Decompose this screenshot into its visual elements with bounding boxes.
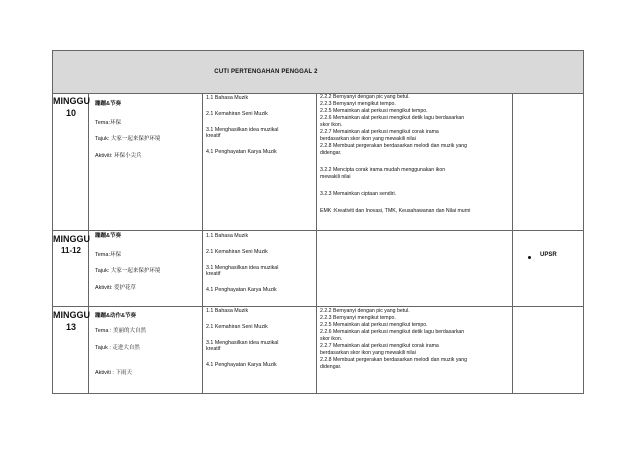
standard-item: kreatif <box>206 271 221 277</box>
standard-item: 4.1 Penghayatan Karya Muzik <box>206 362 277 368</box>
week-number: 13 <box>65 322 76 332</box>
learning-item: 2.2.8 Membuat pergerakan berdasarkan melodi dan muzik yang <box>320 143 468 149</box>
learning-item: berdasarkan skor ikon yang mewakili nilai <box>320 136 416 142</box>
learning-item: 2.2.6 Memainkan alat perkusi mengikut detik lagu berdasarkan <box>320 329 465 335</box>
learning-item: 2.2.3 Bernyanyi mengikut tempo. <box>320 315 396 321</box>
week-label: MINGGU <box>53 234 90 244</box>
emk-note: EMK :Kreativiti dan Inovasi, TMK, Keusahawanan dan Nilai murni <box>320 208 471 214</box>
standard-item: 2.1 Kemahiran Seni Muzik <box>206 324 268 330</box>
aktiviti-text: Aktiviti : 下雨天 <box>95 370 132 376</box>
week-label: MINGGU <box>53 310 90 320</box>
standard-item: kreatif <box>206 346 221 352</box>
learning-item: 2.2.2 Bernyanyi dengan pic yang betul. <box>320 94 410 100</box>
lesson-plan-table <box>52 50 584 394</box>
learning-item: 2.2.7 Memainkan alat perkusi mengikut corak irama <box>320 343 439 349</box>
tema-text: Tema:环保 <box>95 120 121 126</box>
aktiviti-text: Aktiviti: 环保小尖兵 <box>95 153 142 159</box>
learning-item: skor ikon. <box>320 336 343 342</box>
week-cell <box>53 309 89 333</box>
aktiviti-text: Aktiviti: 爱护花草 <box>95 285 136 291</box>
standard-item: 3.1 Menghasilkan idea muzikal <box>206 127 279 133</box>
activity-heading: 蹦蹦&节奏 <box>95 101 121 107</box>
tema-text: Tema : 美丽的大自然 <box>95 328 147 334</box>
learning-item: 2.2.8 Membuat pergerakan berdasarkan melodi dan muzik yang <box>320 357 468 363</box>
table-title: CUTI PERTENGAHAN PENGGAL 2 <box>214 69 318 75</box>
activity-heading: 蹦蹦&动作&节奏 <box>95 313 136 319</box>
standard-item: 1.1 Bahasa Muzik <box>206 95 249 101</box>
tajuk-text: Tajuk : 走进大自然 <box>95 345 140 351</box>
learning-item: didengar. <box>320 364 342 370</box>
standard-item: kreatif <box>206 133 221 139</box>
learning-item: 2.2.2 Bernyanyi dengan pic yang betul. <box>320 308 410 314</box>
learning-item: 2.2.7 Memainkan alat perkusi mengikut corak irama <box>320 129 439 135</box>
week-cell <box>53 95 89 119</box>
learning-item: 2.2.5 Memainkan alat perkusi mengikut tempo. <box>320 322 428 328</box>
learning-item: 3.2.3 Memainkan ciptaan sendiri. <box>320 191 397 197</box>
learning-item: 2.2.6 Memainkan alat perkusi mengikut detik lagu berdasarkan <box>320 115 465 121</box>
learning-item: 2.2.5 Memainkan alat perkusi mengikut tempo. <box>320 108 428 114</box>
standard-item: 2.1 Kemahiran Seni Muzik <box>206 249 268 255</box>
learning-item: 3.2.2 Mencipta corak irama mudah menggunakan ikon <box>320 167 446 173</box>
week-cell <box>53 233 89 257</box>
tajuk-text: Tajuk: 大家一起来保护环境 <box>95 136 161 142</box>
standard-item: 4.1 Penghayatan Karya Muzik <box>206 149 277 155</box>
week-number: 10 <box>65 108 76 118</box>
week-number: 11-12 <box>60 246 82 255</box>
standard-item: 1.1 Bahasa Muzik <box>206 233 249 239</box>
upsr-note: UPSR <box>540 252 557 258</box>
bullet-icon <box>528 256 531 259</box>
standard-item: 2.1 Kemahiran Seni Muzik <box>206 111 268 117</box>
standard-item: 3.1 Menghasilkan idea muzikal <box>206 340 279 346</box>
tema-text: Tema:环保 <box>95 252 121 258</box>
standard-item: 4.1 Penghayatan Karya Muzik <box>206 287 277 293</box>
learning-item: skor ikon. <box>320 122 343 128</box>
standard-item: 3.1 Menghasilkan idea muzikal <box>206 265 279 271</box>
learning-item: berdasarkan skor ikon yang mewakili nilai <box>320 350 416 356</box>
tajuk-text: Tajuk: 大家一起来保护环境 <box>95 268 161 274</box>
activity-heading: 蹦蹦&节奏 <box>95 233 121 239</box>
learning-item: didengar. <box>320 150 342 156</box>
standard-item: 1.1 Bahasa Muzik <box>206 308 249 314</box>
learning-item: 2.2.3 Bernyanyi mengikut tempo. <box>320 101 396 107</box>
learning-item: mewakili nilai <box>320 174 351 180</box>
week-label: MINGGU <box>53 96 90 106</box>
